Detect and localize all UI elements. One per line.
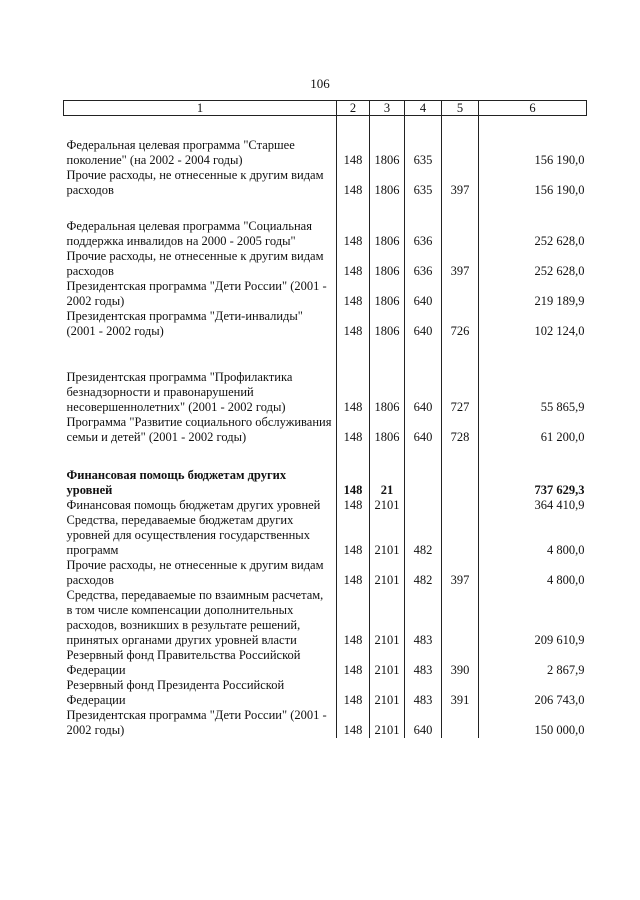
cell-col-5 — [442, 588, 479, 648]
header-col-3: 3 — [370, 101, 405, 116]
cell-col-4: 635 — [405, 138, 442, 168]
cell-amount: 55 865,9 — [479, 370, 587, 415]
cell-col-2: 148 — [337, 678, 370, 708]
item-name: Финансовая помощь бюджетам других уровней — [66, 468, 287, 497]
item-name: Финансовая помощь бюджетам других уровней — [66, 498, 321, 512]
cell-col-3: 21 — [370, 468, 405, 498]
cell-col-3: 1806 — [370, 219, 405, 249]
cell-col-5: 390 — [442, 648, 479, 678]
table-row — [64, 558, 587, 588]
cell-col-4: 640 — [405, 279, 442, 309]
table-row — [64, 513, 587, 558]
cell-col-3: 1806 — [370, 168, 405, 198]
cell-col-2: 148 — [337, 415, 370, 445]
cell-col-3: 2101 — [370, 588, 405, 648]
table-row — [64, 138, 587, 168]
cell-col-4: 483 — [405, 588, 442, 648]
cell-col-4: 483 — [405, 678, 442, 708]
cell-col-3: 2101 — [370, 648, 405, 678]
table-row — [64, 648, 587, 678]
cell-col-2: 148 — [337, 558, 370, 588]
cell-col-5 — [442, 498, 479, 513]
table-row — [64, 309, 587, 339]
cell-col-5 — [442, 138, 479, 168]
cell-col-2: 148 — [337, 279, 370, 309]
cell-col-5 — [442, 279, 479, 309]
item-name: Федеральная целевая программа "Старшее поколение" (на 2002 - 2004 годы) — [66, 138, 295, 167]
item-name: Прочие расходы, не отнесенные к другим видам расходов — [66, 249, 324, 278]
item-name: Прочие расходы, не отнесенные к другим видам расходов — [66, 558, 324, 587]
item-name: Федеральная целевая программа "Социальная поддержка инвалидов на 2000 - 2005 годы" — [66, 219, 312, 248]
spacer-row — [64, 198, 587, 219]
cell-col-4: 636 — [405, 249, 442, 279]
cell-col-2: 148 — [337, 249, 370, 279]
table-row — [64, 468, 587, 498]
cell-col-4: 640 — [405, 370, 442, 415]
table-row — [64, 708, 587, 738]
budget-table — [63, 100, 587, 738]
cell-amount: 364 410,9 — [479, 498, 587, 513]
cell-col-2: 148 — [337, 138, 370, 168]
cell-col-4: 640 — [405, 309, 442, 339]
table-row — [64, 168, 587, 198]
item-name: Президентская программа "Дети России" (2001 - 2002 годы) — [66, 708, 327, 737]
cell-col-2: 148 — [337, 513, 370, 558]
cell-col-2: 148 — [337, 370, 370, 415]
spacer-row — [64, 339, 587, 370]
cell-col-2: 148 — [337, 498, 370, 513]
item-name: Президентская программа "Дети России" (2001 - 2002 годы) — [66, 279, 327, 308]
header-col-6: 6 — [479, 101, 587, 116]
cell-col-3: 2101 — [370, 558, 405, 588]
table-body — [64, 116, 587, 739]
cell-col-2: 148 — [337, 168, 370, 198]
cell-col-3: 1806 — [370, 370, 405, 415]
table-row — [64, 219, 587, 249]
cell-amount: 61 200,0 — [479, 415, 587, 445]
cell-amount: 102 124,0 — [479, 309, 587, 339]
item-name: Резервный фонд Правительства Российской Федерации — [66, 648, 301, 677]
table-row — [64, 370, 587, 415]
header-row — [64, 101, 587, 116]
cell-col-5: 397 — [442, 249, 479, 279]
cell-col-4: 640 — [405, 708, 442, 738]
cell-col-4: 482 — [405, 513, 442, 558]
table-row — [64, 415, 587, 445]
cell-col-3: 1806 — [370, 309, 405, 339]
cell-col-4: 636 — [405, 219, 442, 249]
cell-col-5 — [442, 513, 479, 558]
cell-col-4 — [405, 468, 442, 498]
cell-col-3: 1806 — [370, 415, 405, 445]
cell-col-5: 727 — [442, 370, 479, 415]
cell-col-5: 391 — [442, 678, 479, 708]
cell-amount: 156 190,0 — [479, 138, 587, 168]
cell-amount: 252 628,0 — [479, 219, 587, 249]
cell-col-2: 148 — [337, 588, 370, 648]
table-row — [64, 588, 587, 648]
table-row — [64, 678, 587, 708]
cell-amount: 737 629,3 — [479, 468, 587, 498]
cell-col-4: 482 — [405, 558, 442, 588]
cell-col-2: 148 — [337, 468, 370, 498]
cell-col-5: 397 — [442, 558, 479, 588]
spacer-row — [64, 116, 587, 139]
cell-amount: 156 190,0 — [479, 168, 587, 198]
spacer-row — [64, 445, 587, 468]
header-col-2: 2 — [337, 101, 370, 116]
cell-col-5: 397 — [442, 168, 479, 198]
item-name: Средства, передаваемые по взаимным расчетам, в том числе компенсации дополнительных расходов, возникших в результате решений, принятых органами других уровней власти — [66, 588, 324, 647]
cell-col-3: 1806 — [370, 249, 405, 279]
cell-amount: 4 800,0 — [479, 513, 587, 558]
header-col-5: 5 — [442, 101, 479, 116]
cell-col-3: 1806 — [370, 279, 405, 309]
cell-col-2: 148 — [337, 219, 370, 249]
cell-amount: 206 743,0 — [479, 678, 587, 708]
table-row — [64, 498, 587, 513]
table-row — [64, 279, 587, 309]
cell-col-5: 726 — [442, 309, 479, 339]
cell-amount: 150 000,0 — [479, 708, 587, 738]
cell-col-3: 2101 — [370, 498, 405, 513]
cell-col-2: 148 — [337, 708, 370, 738]
item-name: Средства, передаваемые бюджетам других уровней для осуществления государственных программ — [66, 513, 310, 557]
cell-col-5 — [442, 468, 479, 498]
cell-col-4: 635 — [405, 168, 442, 198]
cell-col-3: 1806 — [370, 138, 405, 168]
cell-col-4: 483 — [405, 648, 442, 678]
item-name: Президентская программа "Профилактика безнадзорности и правонарушений несовершеннолетних" (2001 - 2002 годы) — [66, 370, 293, 414]
cell-amount: 252 628,0 — [479, 249, 587, 279]
header-col-1: 1 — [64, 101, 337, 116]
header-col-4: 4 — [405, 101, 442, 116]
cell-amount: 4 800,0 — [479, 558, 587, 588]
cell-amount: 219 189,9 — [479, 279, 587, 309]
item-name: Прочие расходы, не отнесенные к другим видам расходов — [66, 168, 324, 197]
cell-amount: 2 867,9 — [479, 648, 587, 678]
cell-col-4 — [405, 498, 442, 513]
item-name: Президентская программа "Дети-инвалиды" (2001 - 2002 годы) — [66, 309, 303, 338]
table-row — [64, 249, 587, 279]
cell-amount: 209 610,9 — [479, 588, 587, 648]
cell-col-5 — [442, 219, 479, 249]
page-number: 106 — [310, 76, 330, 91]
cell-col-3: 2101 — [370, 708, 405, 738]
item-name: Резервный фонд Президента Российской Федерации — [66, 678, 285, 707]
cell-col-3: 2101 — [370, 513, 405, 558]
cell-col-4: 640 — [405, 415, 442, 445]
cell-col-5: 728 — [442, 415, 479, 445]
cell-col-2: 148 — [337, 648, 370, 678]
item-name: Программа "Развитие социального обслуживания семьи и детей" (2001 - 2002 годы) — [66, 415, 332, 444]
cell-col-5 — [442, 708, 479, 738]
cell-col-3: 2101 — [370, 678, 405, 708]
cell-col-2: 148 — [337, 309, 370, 339]
